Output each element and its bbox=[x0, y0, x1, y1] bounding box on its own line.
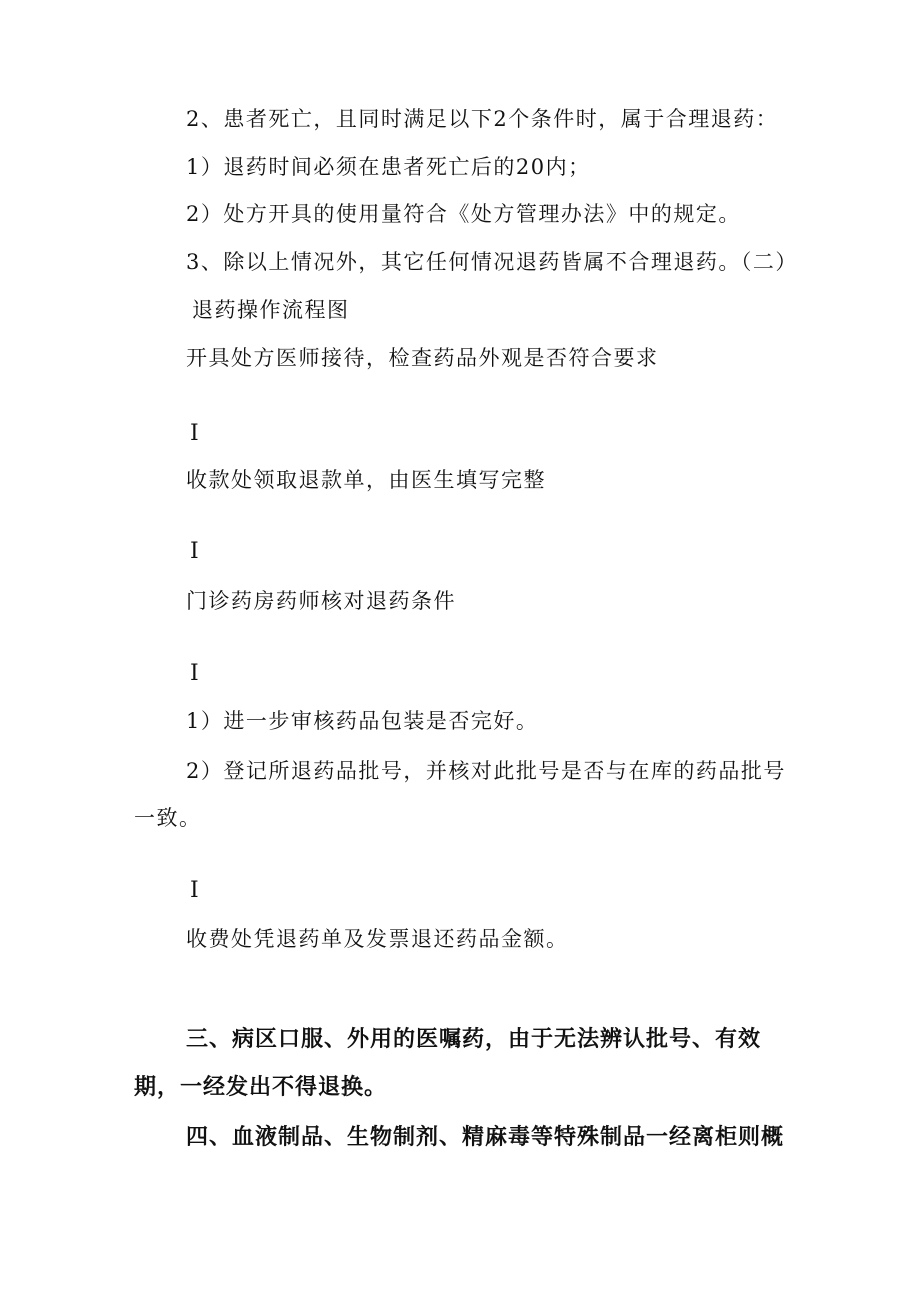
section-four-line-1: 四、血液制品、生物制剂、精麻毒等特殊制品一经离柜则概 bbox=[186, 1125, 785, 1150]
flow-arrow-2: I bbox=[190, 539, 199, 564]
section-three-line-1: 三、病区口服、外用的医嘱药，由于无法辨认批号、有效 bbox=[186, 1027, 762, 1052]
text-line-condition-3: 3、除以上情况外，其它任何情况退药皆属不合理退药。（二） bbox=[186, 250, 798, 274]
flow-arrow-1: I bbox=[190, 421, 199, 446]
flow-arrow-4: I bbox=[190, 878, 199, 903]
text-line-condition-2-1: 1）退药时间必须在患者死亡后的20内； bbox=[186, 155, 591, 179]
flow-step-2: 收款处领取退款单，由医生填写完整 bbox=[186, 468, 546, 492]
flow-step-5: 收费处凭退药单及发票退还药品金额。 bbox=[186, 927, 569, 951]
flow-step-4-2-continued: 一致。 bbox=[134, 806, 202, 830]
flow-step-4-1: 1）进一步审核药品包装是否完好。 bbox=[186, 709, 539, 733]
text-line-condition-2-2: 2）处方开具的使用量符合《处方管理办法》中的规定。 bbox=[186, 202, 741, 226]
text-line-condition-2: 2、患者死亡，且同时满足以下2个条件时，属于合理退药： bbox=[186, 107, 779, 131]
flow-step-3: 门诊药房药师核对退药条件 bbox=[186, 589, 456, 613]
flow-step-1: 开具处方医师接待，检查药品外观是否符合要求 bbox=[186, 346, 659, 370]
flow-arrow-3: I bbox=[190, 661, 199, 686]
section-three-line-2: 期，一经发出不得退换。 bbox=[134, 1075, 388, 1100]
flowchart-heading: 退药操作流程图 bbox=[192, 298, 350, 322]
flow-step-4-2: 2）登记所退药品批号，并核对此批号是否与在库的药品批号 bbox=[186, 759, 786, 783]
